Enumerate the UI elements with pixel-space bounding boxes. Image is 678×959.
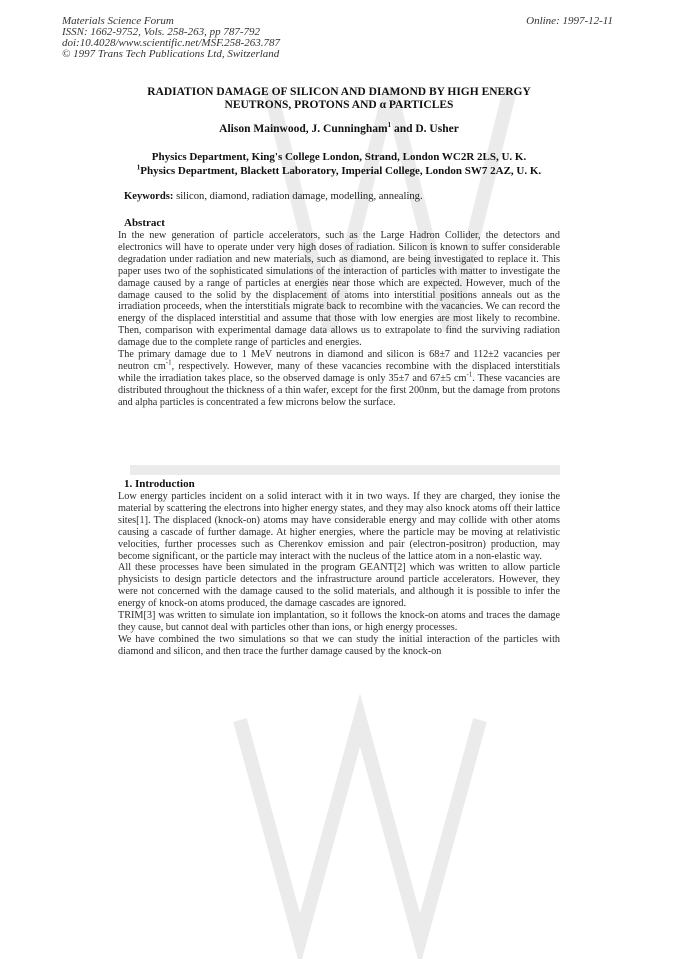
- keywords-label: Keywords:: [124, 191, 174, 202]
- title-line-1: RADIATION DAMAGE OF SILICON AND DIAMOND BY HIGH ENERGY: [147, 86, 531, 98]
- affiliation-1: Physics Department, King's College London, Strand, London WC2R 2LS, U. K.: [151, 151, 527, 163]
- publication-header: [62, 16, 280, 60]
- keywords-text: silicon, diamond, radiation damage, modelling, annealing.: [173, 191, 423, 202]
- online-date: Online: 1997-12-11: [526, 15, 613, 27]
- journal-name: Materials Science Forum: [62, 15, 174, 27]
- abstract-paragraph-1: In the new generation of particle accelerators, such as the Large Hadron Collider, the detectors and electronics will have to operate under very high doses of radiation. Silicon is known to suffer considerable degradation under radiation and new materials, such as diamond, are being investigated to replace it. This paper uses two of the sophisticated simulations of the interaction of particles with matter to investigate the damage caused by a range of particles at energies near those which are expected. However, much of the damage caused to the solid by the displacement of atoms into interstitial positions anneals out as the irradiation proceeds, when the interstitials migrate back to recombine with the vacancies. We can record the energy of the displaced interstitial and assume that those with low energies are most likely to recombine. Then, comparison with experimental damage data allows us to extrapolate to find the surviving radiation damage due to the complete range of particles and energies.: [118, 230, 560, 349]
- watermark-stroke-bottom: [240, 720, 480, 940]
- title-line-2: NEUTRONS, PROTONS AND α PARTICLES: [224, 99, 454, 111]
- copyright-line: © 1997 Trans Tech Publications Ltd, Switzerland: [62, 48, 280, 60]
- authors-part-1: Alison Mainwood, J. Cunningham: [219, 123, 388, 135]
- abstract-body: [118, 230, 560, 409]
- paper-title: [96, 86, 582, 112]
- abstract-paragraph-2: The primary damage due to 1 MeV neutrons in diamond and silicon is 68±7 and 112±2 vacancies per neutron $cm^{-1}$, respectively. However, many of these vacancies recombine with the displaced interstitials while the irradiation takes place, so the observed damage is only 35±7 and 67±5 $cm^{-1}$. These vacancies are distributed throughout the thickness of a thin wafer, except for the first 200nm, but the damage from protons and alpha particles is concentrated a few microns below the surface.: [118, 349, 560, 408]
- intro-paragraph-2: All these processes have been simulated in the program GEANT[2] which was written to allow particle physicists to design particle detectors and the infrastructure around particle accelerators. However, they were not concerned with the damage caused to the solid materials, and although it is possible to infer the energy of knock-on atoms produced, the damage cascades are ignored.: [118, 562, 560, 610]
- authors-part-2: and D. Usher: [391, 123, 459, 135]
- intro-paragraph-1: Low energy particles incident on a solid interact with it in two ways. If they are charged, they ionise the material by scattering the electrons into higher energy states, and they may also knock atoms off their lattice sites[1]. The displaced (knock-on) atoms may have considerable energy and may collide with other atoms causing a cascade of further damage. At higher energies, where the particle may be moving at relativistic velocities, further processes such as Cherenkov emission and pair (electron-positron) production, may become significant, or the particle may interact with the nucleus of the lattice atom in a non-elastic way.: [118, 491, 560, 562]
- keywords: [124, 191, 423, 202]
- affiliation-2: $^1$Physics Department, Blackett Laboratory, Imperial College, London SW7 2AZ, U. K.: [136, 163, 542, 177]
- affiliations: [96, 150, 582, 178]
- introduction-heading: 1. Introduction: [124, 478, 195, 490]
- affiliation-2-mark: 1: [136, 163, 141, 172]
- intro-paragraph-3: TRIM[3] was written to simulate ion implantation, so it follows the knock-on atoms and traces the damage they cause, but cannot deal with particles other than ions, or high energy processes.: [118, 610, 560, 633]
- author-list: [96, 123, 582, 135]
- author-affiliation-mark: 1: [387, 121, 392, 130]
- doi-link[interactable]: doi:10.4028/www.scientific.net/MSF.258-263.787: [62, 37, 281, 49]
- abstract-heading: Abstract: [124, 217, 165, 229]
- intro-paragraph-4: We have combined the two simulations so that we can study the initial interaction of the particles with diamond and silicon, and then trace the further damage caused by the knock-on: [118, 633, 560, 657]
- introduction-body: [118, 491, 560, 658]
- issn-line: ISSN: 1662-9752, Vols. 258-263, pp 787-792: [62, 26, 260, 38]
